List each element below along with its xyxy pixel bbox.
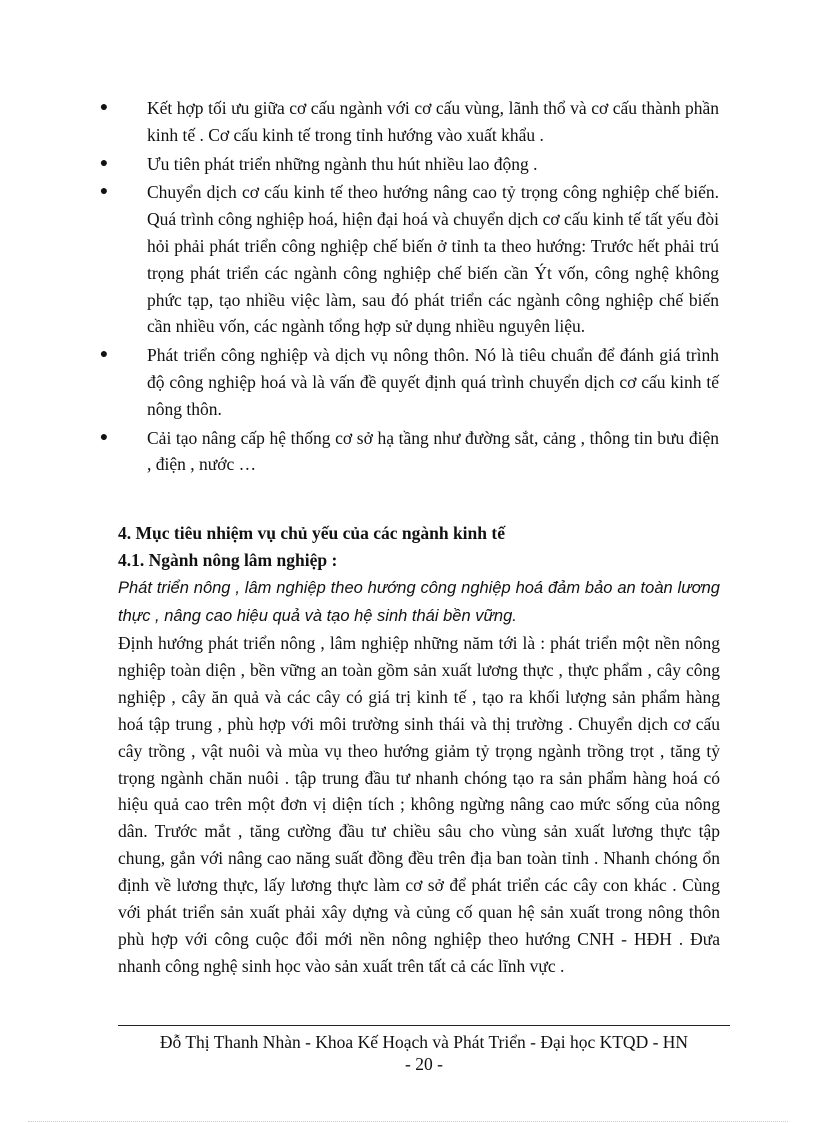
list-item-text: Chuyển dịch cơ cấu kinh tế theo hướng nâng cao tỷ trọng công nghiệp chế biến. Quá trình công nghiệp hoá, hiện đại hoá và chuyển dịch cơ cấu kinh tế tất yếu đòi hỏi phải phát triển công nghiệp chế biến ở tỉnh ta theo hướng: Trước hết phải trú trọng phát triển các ngành công nghiệp chế biến cần Ýt vốn, công nghệ không phức tạp, tạo nhiều việc làm, sau đó phát triển các ngành công nghiệp chế biến cần nhiều vốn, các ngành tổng hợp sử dụng nhiều nguyên liệu. [147,182,719,337]
subsection-heading: 4.1. Ngành nông lâm nghiệp : [118,550,338,570]
footer-author-line: Đỗ Thị Thanh Nhàn - Khoa Kế Hoạch và Phát Triển - Đại học KTQD - HN [159,1032,689,1052]
bullet-icon: ● [99,100,109,115]
bullet-list [95,95,719,480]
body-paragraph: Định hướng phát triển nông , lâm nghiệp những năm tới là : phát triển một nền nông nghiệp toàn diện , bền vững an toàn gồm sản xuất lương thực , thực phẩm , cây công nghiệp , cây ăn quả và các cây có giá trị kinh tế , tạo ra khối lượng sản phẩm hàng hoá tập trung , phù hợp với môi trường sinh thái và thị trường . Chuyển dịch cơ cấu cây trồng , vật nuôi và mùa vụ theo hướng giảm tỷ trọng ngành trồng trọt , tăng tỷ trọng ngành chăn nuôi . tập trung đầu tư nhanh chóng tạo ra sản phẩm hàng hoá có hiệu quả cao trên một đơn vị diện tích ; không ngừng nâng cao mức sống của nông dân. Trước mắt , tăng cường đầu tư chiều sâu cho vùng sản xuất lương thực tập chung, gắn với nâng cao năng suất đồng đều trên địa ban toàn tỉnh . Nhanh chóng ổn định về lương thực, lấy lương thực làm cơ sở để phát triển các cây con khác . Cùng với phát triển sản xuất phải xây dựng và củng cố quan hệ sản xuất trong nông thôn phù hợp với công cuộc đổi mới nền nông nghiệp theo hướng CNH - HĐH . Đưa nhanh công nghệ sinh học vào sản xuất trên tất cả các lĩnh vực . [118,633,720,976]
bullet-icon: ● [99,429,109,445]
list-item-text: Ưu tiên phát triển những ngành thu hút nhiều lao động . [147,153,538,174]
list-item [95,95,719,149]
bullet-icon: ● [99,155,109,171]
italic-paragraph: Phát triển nông , lâm nghiệp theo hướng công nghiệp hoá đảm bảo an toàn lương thực , nâng cao hiệu quả và tạo hệ sinh thái bền vững. [118,579,720,625]
list-item-text: Kết hợp tối ưu giữa cơ cấu ngành với cơ cấu vùng, lãnh thổ và cơ cấu thành phần kinh tế . Cơ cấu kinh tế trong tỉnh hướng vào xuất khẩu . [147,98,719,145]
page-edge-divider [28,1121,788,1122]
list-item [95,425,719,479]
list-item [95,179,719,340]
list-item [95,342,719,422]
bullet-icon: ● [99,184,109,200]
bullet-icon: ● [99,347,109,363]
section-body [118,520,720,980]
list-item [95,151,719,178]
section-heading: 4. Mục tiêu nhiệm vụ chủ yếu của các ngành kinh tế [118,523,505,543]
list-item-text: Phát triển công nghiệp và dịch vụ nông thôn. Nó là tiêu chuẩn để đánh giá trình độ công nghiệp hoá và là vấn đề quyết định quá trình chuyển dịch cơ cấu kinh tế nông thôn. [147,345,719,419]
list-item-text: Cải tạo nâng cấp hệ thống cơ sở hạ tầng như đường sắt, cảng , thông tin bưu điện , điện , nước … [147,427,719,475]
footer-divider [118,1025,730,1026]
page-number: - 20 - [405,1054,443,1074]
